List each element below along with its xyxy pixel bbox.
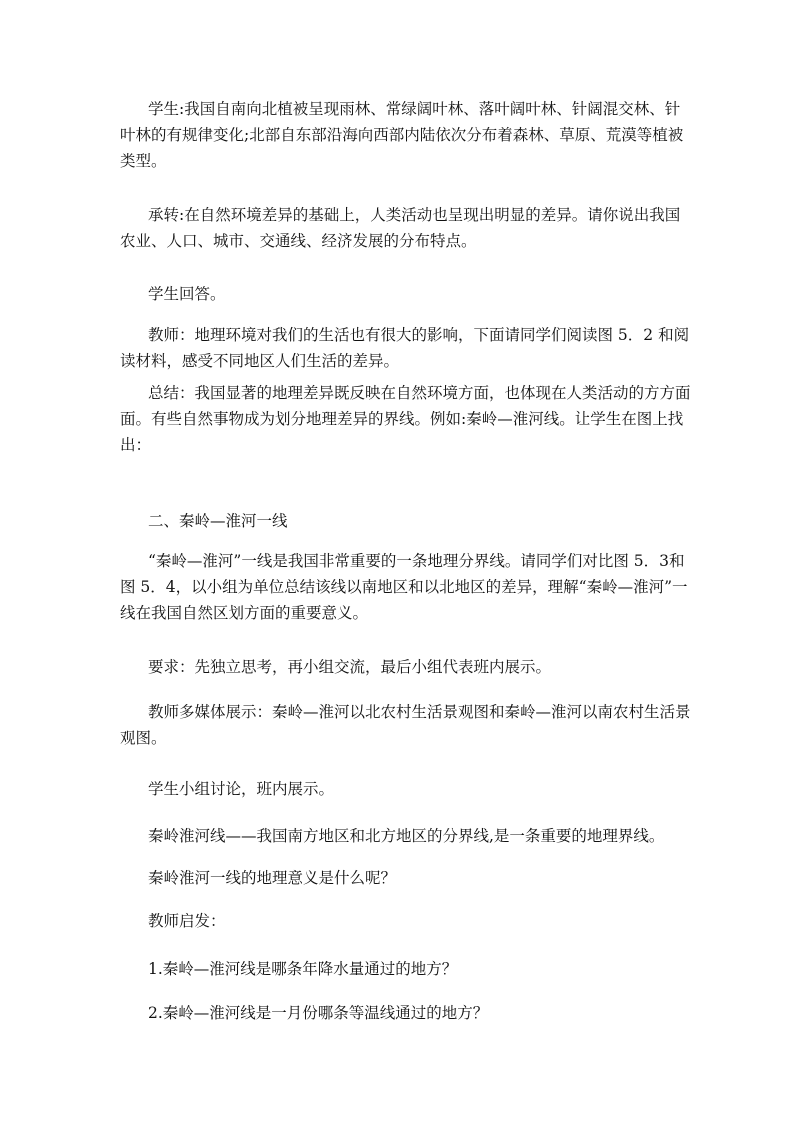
paragraph-boundary-definition: 秦岭淮河线——我国南方地区和北方地区的分界线,是一条重要的地理界线。 [148,827,665,845]
paragraph-boundary-intro: “秦岭—淮河”一线是我国非常重要的一条地理分界线。请同学们对比图 5．3和图 5．4，以小组为单位总结该线以南地区和以北地区的差异，理解“秦岭—淮河”一线在我国自然区划方面的重要意义。 [120,552,688,622]
paragraph-group-discussion: 学生小组讨论，班内展示。 [148,780,335,798]
paragraph-student-answer: 学生回答。 [148,285,226,303]
list-item-question-1: 1.秦岭—淮河线是哪条年降水量通过的地方？ [148,960,458,978]
paragraph-summary: 总结：我国显著的地理差异既反映在自然环境方面，也体现在人类活动的方方面面。有些自然事物成为划分地理差异的界线。例如:秦岭—淮河线。让学生在图上找出： [120,384,691,454]
section-heading-qinling-huaihe: 二、秦岭—淮河一线 [148,512,288,530]
paragraph-transition: 承转:在自然环境差异的基础上，人类活动也呈现出明显的差异。请你说出我国农业、人口、城市、交通线、经济发展的分布特点。 [120,206,681,250]
paragraph-teacher-reading: 教师：地理环境对我们的生活也有很大的影响，下面请同学们阅读图 5．2 和阅读材料，感受不同地区人们生活的差异。 [120,326,690,370]
paragraph-teacher-hint: 教师启发： [148,912,226,930]
paragraph-multimedia: 教师多媒体展示：秦岭—淮河以北农村生活景观图和秦岭—淮河以南农村生活景观图。 [120,703,691,747]
paragraph-question: 秦岭淮河一线的地理意义是什么呢？ [148,869,397,887]
list-item-question-2: 2.秦岭—淮河线是一月份哪条等温线通过的地方？ [148,1004,489,1022]
paragraph-student-vegetation: 学生:我国自南向北植被呈现雨林、常绿阔叶林、落叶阔叶林、针阔混交林、针叶林的有规律变化;北部自东部沿海向西部内陆依次分布着森林、草原、荒漠等植被类型。 [120,100,684,170]
paragraph-requirement: 要求：先独立思考，再小组交流，最后小组代表班内展示。 [148,658,552,676]
